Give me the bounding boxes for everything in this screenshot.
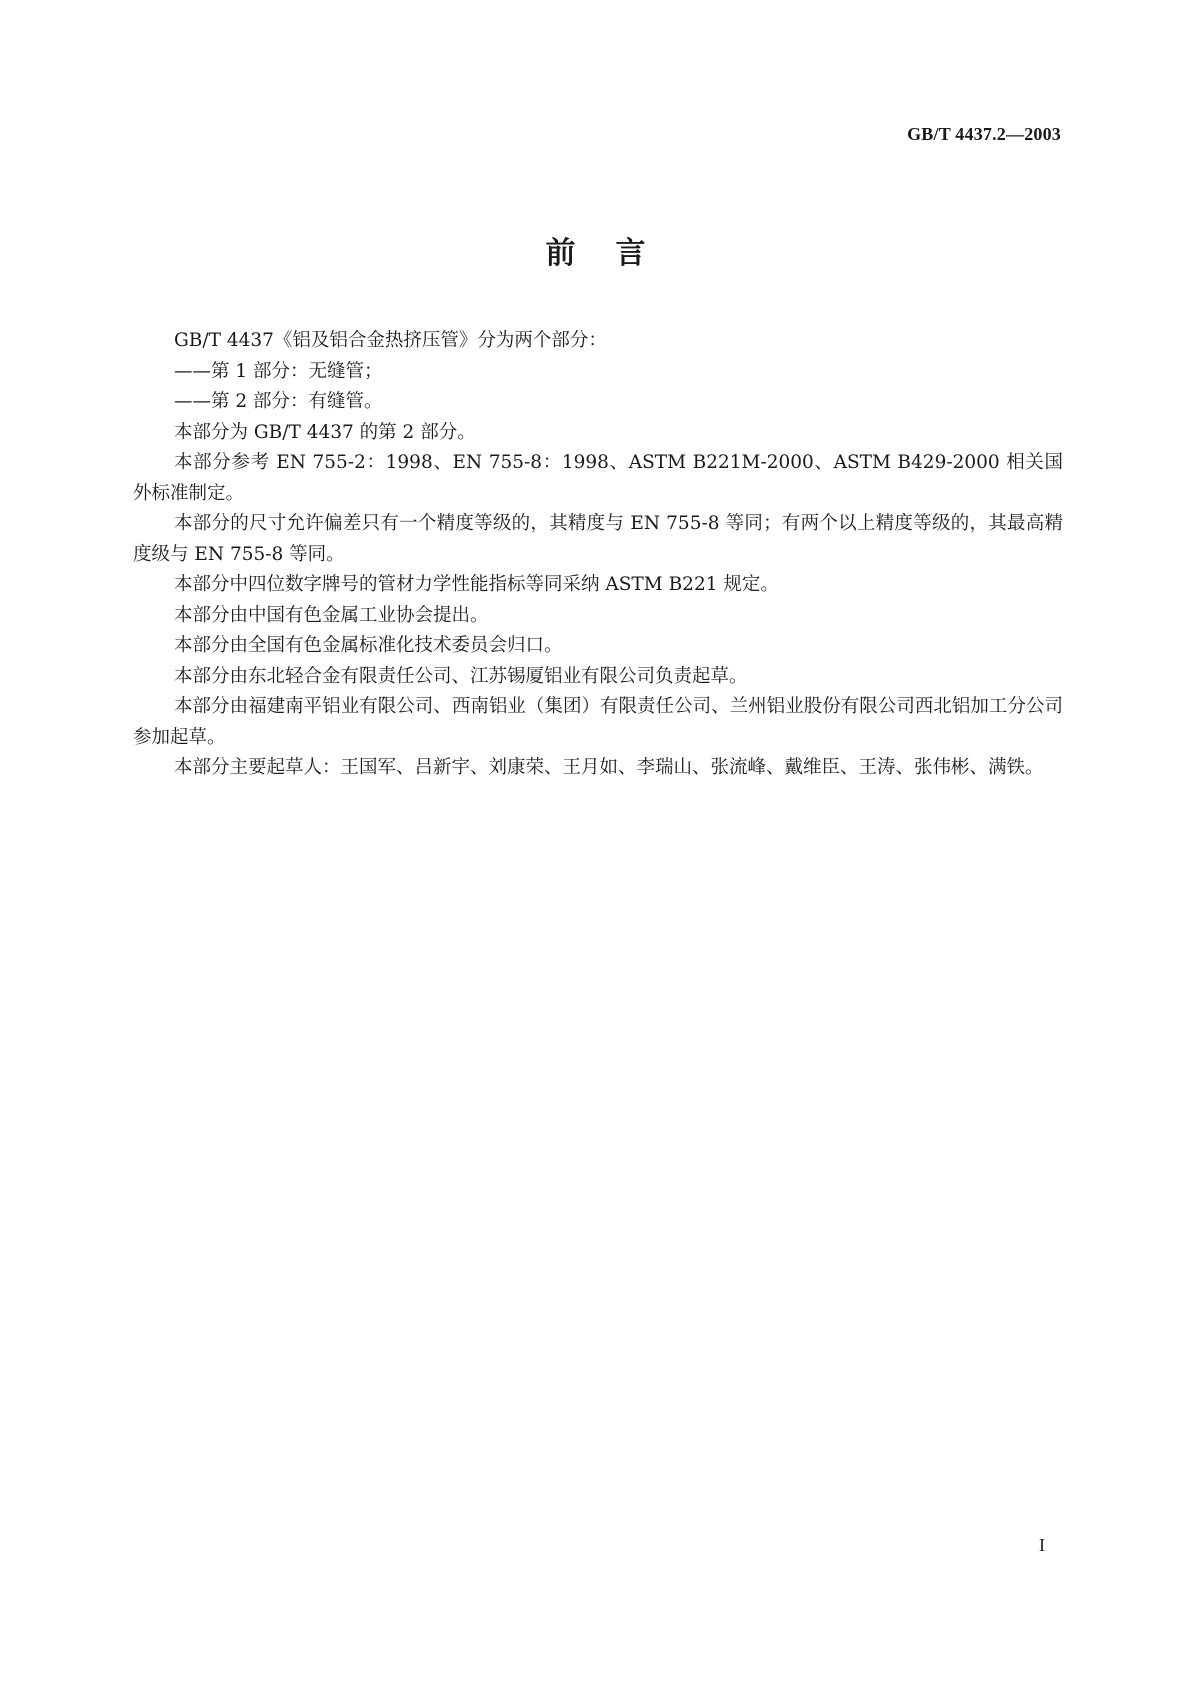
paragraph-part-statement: 本部分为 GB/T 4437 的第 2 部分。 (174, 421, 476, 443)
paragraph-mechanical: 本部分中四位数字牌号的管材力学性能指标等同采纳 ASTM B221 规定。 (174, 574, 779, 595)
page-number: I (1039, 1535, 1045, 1555)
paragraph-proposer: 本部分由中国有色金属工业协会提出。 (174, 604, 489, 626)
paragraph-tolerance: 本部分的尺寸允许偏差只有一个精度等级的，其精度与 EN 755-8 等同；有两个以上精度等级的，其最高精度级与 EN 755-8 等同。 (133, 513, 1063, 565)
paragraph-lead-drafters: 本部分由东北轻合金有限责任公司、江苏锡厦铝业有限公司负责起草。 (174, 665, 748, 687)
page-title: 前言 (545, 236, 686, 271)
list-item-part-2: ——第 2 部分：有缝管。 (174, 391, 383, 412)
standard-number: GB/T 4437.2—2003 (907, 124, 1061, 144)
list-item-part-1: ——第 1 部分：无缝管； (174, 360, 383, 382)
paragraph-participants: 本部分由福建南平铝业有限公司、西南铝业（集团）有限责任公司、兰州铝业股份有限公司西北铝加工分公司参加起草。 (133, 696, 1063, 748)
paragraph-intro: GB/T 4437《铝及铝合金热挤压管》分为两个部分： (174, 330, 607, 351)
paragraph-drafters: 本部分主要起草人：王国军、吕新宇、刘康荣、王月如、李瑞山、张流峰、戴维臣、王涛、张伟彬、满铁。 (174, 757, 1044, 778)
paragraph-committee: 本部分由全国有色金属标准化技术委员会归口。 (174, 635, 563, 656)
foreword-body (133, 326, 1063, 784)
paragraph-references: 本部分参考 EN 755-2：1998、EN 755-8：1998、ASTM B221M-2000、ASTM B429-2000 相关国外标准制定。 (133, 452, 1063, 504)
